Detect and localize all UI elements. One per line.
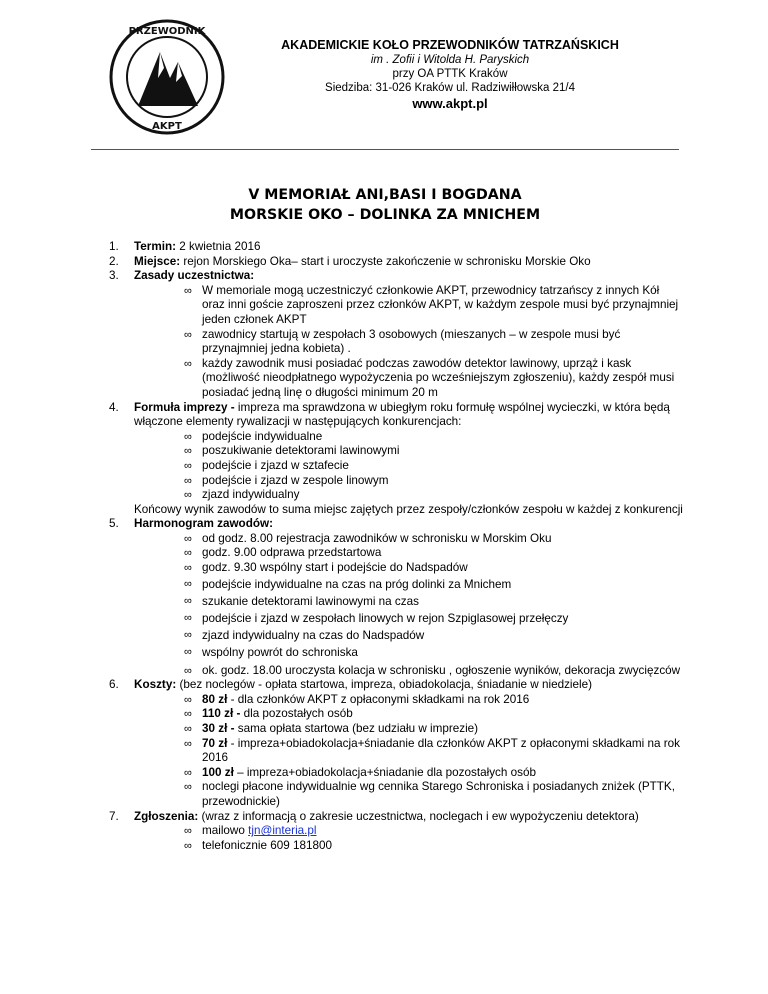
section-termin xyxy=(96,240,684,255)
section-label: Zasady uczestnictwa: xyxy=(134,269,255,283)
svg-text:AKPT: AKPT xyxy=(152,121,182,132)
price-description: - dla członków AKPT z opłaconymi składkami na rok 2016 xyxy=(227,692,530,706)
bullet-icon: ∞ xyxy=(184,577,192,590)
akpt-logo xyxy=(108,18,226,136)
bullet-icon: ∞ xyxy=(184,474,192,487)
organization-header xyxy=(230,38,670,112)
list-item xyxy=(96,474,684,489)
section-number: 3. xyxy=(109,269,119,283)
section-label: Harmonogram zawodów: xyxy=(134,517,273,531)
bullet-icon: ∞ xyxy=(184,430,192,443)
contact-phone xyxy=(96,839,684,854)
list-item-text: ok. godz. 18.00 uroczysta kolacja w schronisku , ogłoszenie wyników, dekoracja zwycięzców xyxy=(202,663,681,677)
list-item-text: godz. 9.30 wspólny start i podejście do Nadspadów xyxy=(202,561,468,575)
list-item xyxy=(96,532,684,547)
bullet-icon: ∞ xyxy=(184,723,192,736)
list-item-text: podejście indywidualne na czas na próg dolinki za Mnichem xyxy=(202,577,512,591)
section-label: Termin: xyxy=(134,240,176,253)
header-divider xyxy=(91,149,679,150)
bullet-icon: ∞ xyxy=(184,708,192,721)
section-number: 4. xyxy=(109,400,119,414)
email-link[interactable]: tjn@interia.pl xyxy=(248,824,317,838)
contact-email xyxy=(96,824,684,839)
bullet-icon: ∞ xyxy=(184,612,192,625)
list-item xyxy=(96,593,684,610)
organization-name: AKADEMICKIE KOŁO PRZEWODNIKÓW TATRZAŃSKICH xyxy=(281,38,619,52)
price: 100 zł xyxy=(202,765,234,779)
bullet-icon: ∞ xyxy=(184,766,192,779)
list-item xyxy=(96,488,684,503)
title-line-2: MORSKIE OKO – DOLINKA ZA MNICHEM xyxy=(229,207,541,223)
list-item-text: wspólny powrót do schroniska xyxy=(202,646,358,660)
organization-website: www.akpt.pl xyxy=(412,96,488,111)
document-body xyxy=(96,240,684,853)
list-item-text: zjazd indywidualny xyxy=(202,488,300,502)
list-item-text: W memoriale mogą uczestniczyć członkowie AKPT, przewodnicy tatrzańscy z innych Kół oraz inni goście zaproszeni przez członków AKPT, w każdym zespole musi być przynajmniej jeden członek AKPT xyxy=(202,283,679,326)
list-item xyxy=(96,780,684,809)
bullet-icon: ∞ xyxy=(184,594,192,607)
email-label: mailowo xyxy=(202,824,249,838)
section-number: 5. xyxy=(109,517,119,531)
bullet-icon: ∞ xyxy=(184,459,192,472)
svg-text:PRZEWODNIK: PRZEWODNIK xyxy=(128,26,206,37)
bullet-icon: ∞ xyxy=(184,489,192,502)
bullet-icon: ∞ xyxy=(184,357,192,370)
bullet-icon: ∞ xyxy=(184,445,192,458)
organization-affiliation: przy OA PTTK Kraków xyxy=(392,68,508,80)
section-number: 7. xyxy=(109,809,119,823)
section-summary: Końcowy wynik zawodów to suma miejsc zajętych przez zespoły/członków zespołu w każdej z konkurencji xyxy=(134,502,683,516)
section-number: 1. xyxy=(109,240,119,253)
section-text: rejon Morskiego Oka– start i uroczyste zakończenie w schronisku Morskie Oko xyxy=(180,254,591,268)
list-item-text: zawodnicy startują w zespołach 3 osobowych (mieszanych – w zespole musi być przynajmniej jedna kobieta) . xyxy=(202,327,621,356)
bullet-icon: ∞ xyxy=(184,693,192,706)
list-item xyxy=(96,561,684,576)
list-item xyxy=(96,430,684,445)
list-item xyxy=(96,546,684,561)
list-item xyxy=(96,328,684,357)
section-zasady xyxy=(96,269,684,284)
section-number: 6. xyxy=(109,678,119,692)
bullet-icon: ∞ xyxy=(184,284,192,297)
list-item-text: szukanie detektorami lawinowymi na czas xyxy=(202,594,419,608)
section-formula xyxy=(96,401,684,430)
list-item-text: podejście indywidualne xyxy=(202,429,323,443)
section-number: 2. xyxy=(109,254,119,268)
price: 70 zł xyxy=(202,736,228,750)
price-item xyxy=(96,693,684,708)
section-text: impreza ma sprawdzona w ubiegłym roku formułę wspólnej wycieczki, w która będą włączone elementy rywalizacji w następujących konkurencjach: xyxy=(134,400,670,429)
price-item xyxy=(96,737,684,766)
list-item-text: poszukiwanie detektorami lawinowymi xyxy=(202,444,400,458)
price-description: sama opłata startowa (bez udziału w imprezie) xyxy=(234,722,479,736)
list-item-text: od godz. 8.00 rejestracja zawodników w schronisku w Morskim Oku xyxy=(202,531,552,545)
price-description: dla pozostałych osób xyxy=(240,707,353,721)
bullet-icon: ∞ xyxy=(184,781,192,794)
price-description: - impreza+obiadokolacja+śniadanie dla członków AKPT z opłaconymi składkami na rok 2016 xyxy=(202,736,680,765)
bullet-icon: ∞ xyxy=(184,562,192,575)
section-harmonogram xyxy=(96,517,684,532)
price: 80 zł xyxy=(202,692,228,706)
organization-address: Siedziba: 31-026 Kraków ul. Radziwiłłowska 21/4 xyxy=(325,82,575,94)
list-item xyxy=(96,610,684,627)
document-title xyxy=(90,185,680,225)
list-item xyxy=(96,576,684,593)
section-text: (wraz z informacją o zakresie uczestnictwa, noclegach i ew wypożyczeniu detektora) xyxy=(198,809,639,823)
list-item xyxy=(96,627,684,644)
list-item xyxy=(96,284,684,328)
section-miejsce xyxy=(96,255,684,270)
bullet-icon: ∞ xyxy=(184,737,192,750)
list-item-text: podejście i zjazd w sztafecie xyxy=(202,458,349,472)
price: 110 zł - xyxy=(202,707,241,721)
section-label: Miejsce: xyxy=(134,254,181,268)
list-item-text: każdy zawodnik musi posiadać podczas zawodów detektor lawinowy, uprząż i kask (możliwość nieodpłatnego wypożyczenia po wcześniejszym zgłoszeniu), każdy zespół musi posiadać jedną linę o długości minimum 20 m xyxy=(202,356,675,399)
section-koszty xyxy=(96,678,684,693)
section-label: Koszty: xyxy=(134,678,177,692)
list-item xyxy=(96,459,684,474)
list-item-text: podejście i zjazd w zespole linowym xyxy=(202,473,389,487)
bullet-icon: ∞ xyxy=(184,825,192,838)
list-item-text: godz. 9.00 odprawa przedstartowa xyxy=(202,546,382,560)
section-text: (bez noclegów - opłata startowa, impreza, obiadokolacja, śniadanie w niedziele) xyxy=(176,678,593,692)
title-line-1: V MEMORIAŁ ANI,BASI I BOGDANA xyxy=(248,187,522,203)
bullet-icon: ∞ xyxy=(184,629,192,642)
price: 30 zł - xyxy=(202,722,235,736)
phone-text: telefonicznie 609 181800 xyxy=(202,838,332,852)
list-item xyxy=(96,444,684,459)
section-label: Zgłoszenia: xyxy=(134,809,199,823)
list-item-text: noclegi płacone indywidualnie wg cennika Starego Schroniska i posiadanych zniżek (PTTK, przewodnickie) xyxy=(202,780,675,809)
bullet-icon: ∞ xyxy=(184,328,192,341)
list-item xyxy=(96,664,684,679)
bullet-icon: ∞ xyxy=(184,547,192,560)
list-item-text: podejście i zjazd w zespołach linowych w rejon Szpiglasowej przełęczy xyxy=(202,612,569,626)
bullet-icon: ∞ xyxy=(184,532,192,545)
list-item xyxy=(96,357,684,401)
bullet-icon: ∞ xyxy=(184,646,192,659)
section-label: Formuła imprezy - xyxy=(134,400,235,414)
bullet-icon: ∞ xyxy=(184,839,192,852)
list-item xyxy=(96,644,684,661)
price-item xyxy=(96,766,684,781)
list-item-text: zjazd indywidualny na czas do Nadspadów xyxy=(202,629,425,643)
section-text: 2 kwietnia 2016 xyxy=(176,240,261,253)
price-item xyxy=(96,707,684,722)
organization-patron: im . Zofii i Witolda H. Paryskich xyxy=(370,54,530,66)
price-description: – impreza+obiadokolacja+śniadanie dla pozostałych osób xyxy=(233,765,536,779)
price-item xyxy=(96,722,684,737)
bullet-icon: ∞ xyxy=(184,664,192,677)
section-zgloszenia xyxy=(96,810,684,825)
